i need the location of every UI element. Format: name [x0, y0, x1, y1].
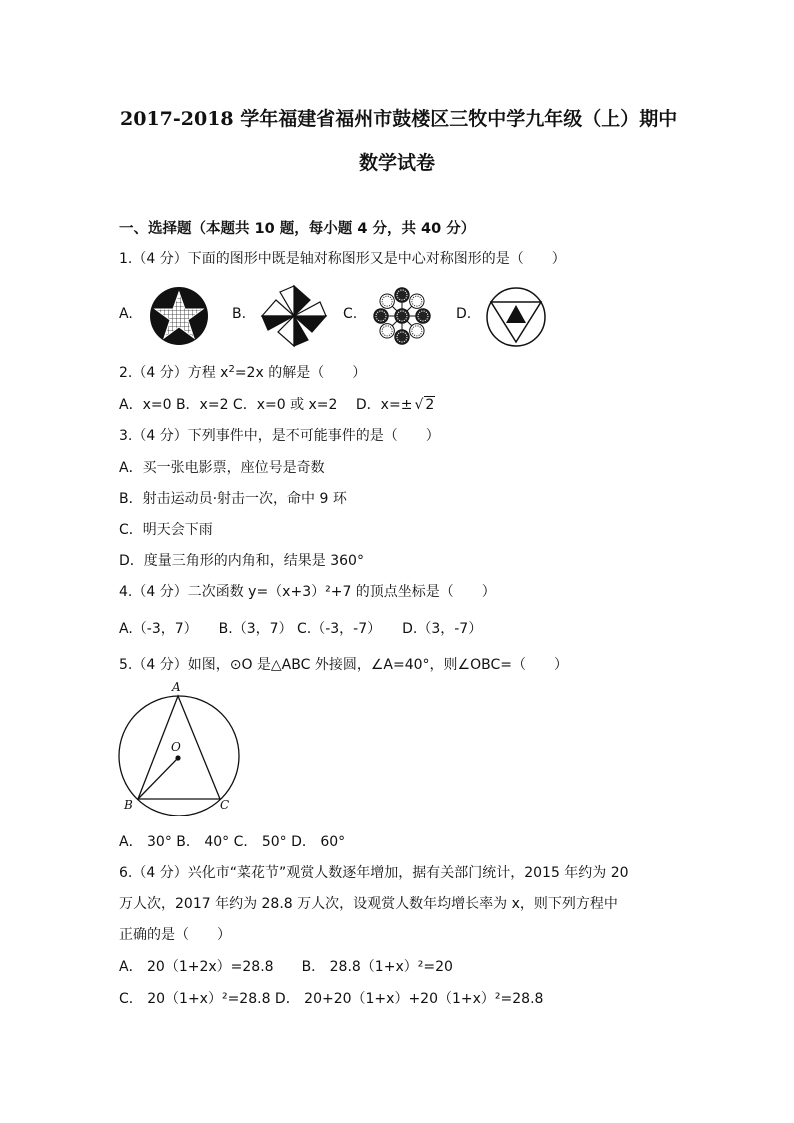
- question-6-line2: 万人次，2017 年约为 28.8 万人次，设观赏人数年均增长率为 x，则下列方程中: [119, 896, 618, 912]
- circumcircle-figure: [116, 680, 246, 816]
- q1-option-a-label: A.: [119, 306, 133, 322]
- question-2-stem: 2.（4 分）方程 $x^2=2x$ 的解是（ ）: [119, 364, 367, 381]
- paper-title-line2: 数学试卷: [359, 152, 436, 174]
- question-1-stem: 1.（4 分）下面的图形中既是轴对称图形又是中心对称图形的是（ ）: [119, 251, 566, 267]
- question-2-options: A．x=0 B．x=2 C．x=0 或 x=2 D．x=± √ 2: [119, 397, 435, 413]
- q1-option-d-label: D.: [456, 306, 472, 322]
- question-3-option-b: B．射击运动员·射击一次，命中 9 环: [119, 491, 347, 507]
- question-6-line3: 正确的是（ ）: [119, 927, 231, 943]
- question-3-stem: 3.（4 分）下列事件中，是不可能事件的是（ ）: [119, 428, 440, 444]
- question-3-option-d: D．度量三角形的内角和，结果是 360°: [119, 553, 364, 569]
- question-5-options: A． 30° B． 40° C． 50° D． 60°: [119, 834, 346, 850]
- point-b-label: B: [124, 798, 133, 812]
- pinwheel-figure: [258, 282, 330, 350]
- q1-option-c-label: C.: [343, 306, 358, 322]
- question-6-options-cd: C． 20（1+x）²=28.8 D． 20+20（1+x）+20（1+x）²=28.8: [119, 991, 544, 1007]
- point-o-label: O: [171, 740, 181, 754]
- flower-of-circles-figure: [370, 286, 434, 346]
- question-3-option-c: C．明天会下雨: [119, 522, 213, 538]
- question-6-options-ab: A． 20（1+2x）=28.8 B． 28.8（1+x）²=20: [119, 959, 453, 975]
- paper-title-line1: 2017-2018 学年福建省福州市鼓楼区三牧中学九年级（上）期中: [120, 108, 678, 130]
- section-heading: 一、选择题（本题共 10 题，每小题 4 分，共 40 分）: [119, 221, 476, 237]
- question-4-options: A.（-3，7） B.（3，7） C.（-3，-7） D.（3，-7）: [119, 621, 483, 637]
- question-6-line1: 6.（4 分）兴化市“菜花节”观赏人数逐年增加，据有关部门统计，2015 年约为 20: [119, 865, 629, 881]
- point-c-label: C: [220, 798, 230, 812]
- triangle-in-circle-figure: [484, 286, 548, 348]
- star-in-circle-figure: [148, 286, 210, 346]
- q1-option-b-label: B.: [232, 306, 247, 322]
- question-3-option-a: A．买一张电影票，座位号是奇数: [119, 460, 325, 476]
- question-5-stem: 5.（4 分）如图，⊙O 是△ABC 外接圆，∠A=40°，则∠OBC=（ ）: [119, 657, 568, 673]
- point-a-label: A: [172, 680, 181, 694]
- question-4-stem: 4.（4 分）二次函数 y=（x+3）²+7 的顶点坐标是（ ）: [119, 584, 496, 600]
- sqrt-symbol: √ 2: [414, 397, 435, 413]
